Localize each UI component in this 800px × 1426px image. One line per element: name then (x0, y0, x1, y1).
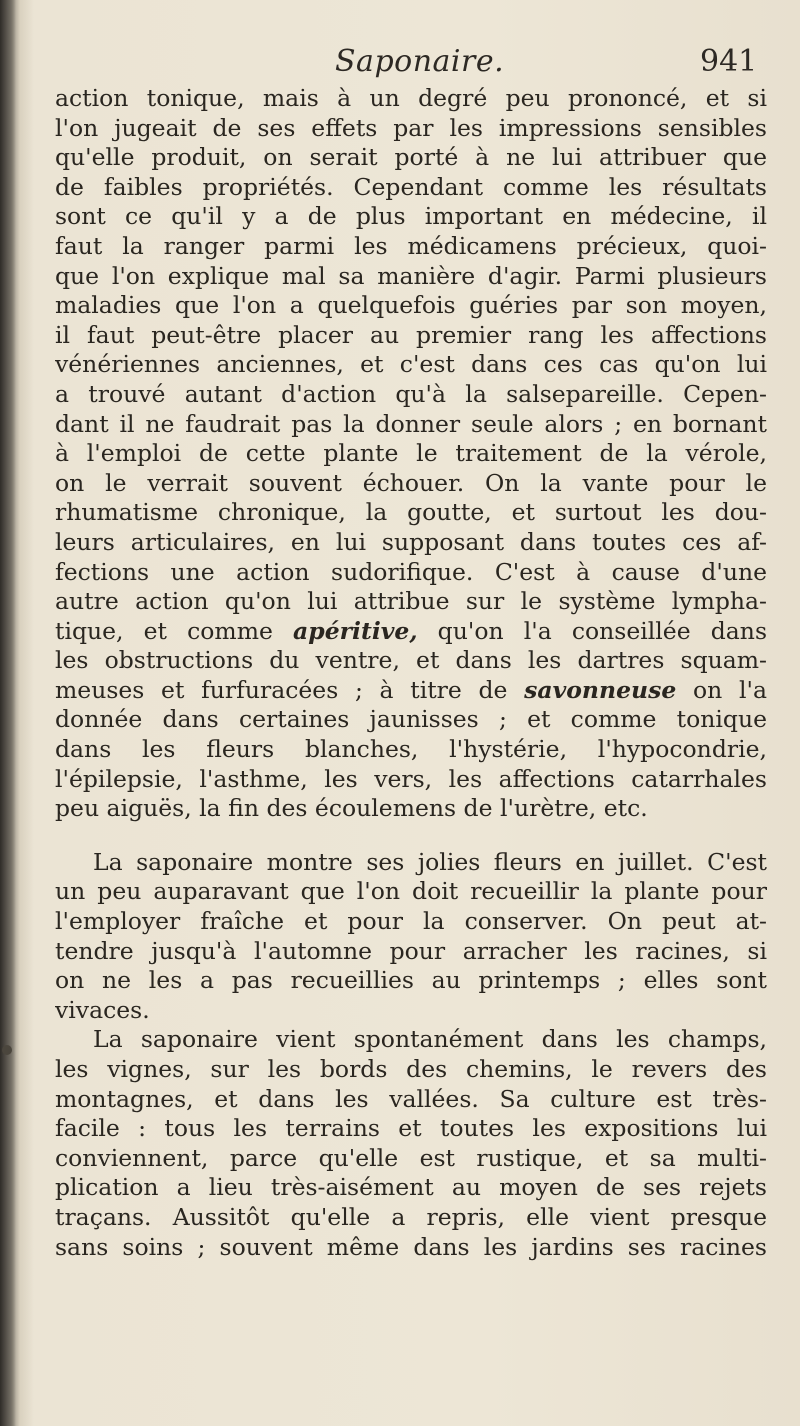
text-line: facile : tous les terrains et toutes les expositions lui (55, 1114, 767, 1143)
text-line: maladies que l'on a quelquefois guéries par son moyen, (55, 291, 767, 320)
text-line: qu'elle produit, on serait porté à ne lui attribuer que (55, 143, 767, 172)
ink-stain (2, 1045, 12, 1055)
text-line: fections une action sudorifique. C'est à cause d'une (55, 557, 767, 586)
text-line: tendre jusqu'à l'automne pour arracher les racines, si (55, 936, 767, 965)
text-line: l'on jugeait de ses effets par les impressions sensibles (55, 113, 767, 142)
text-line: dans les fleurs blanches, l'hystérie, l'hypocondrie, (55, 735, 767, 764)
paragraph-2 (55, 848, 767, 1026)
text-line: autre action qu'on lui attribue sur le système lympha- (55, 587, 767, 616)
text-line: l'épilepsie, l'asthme, les vers, les affections catarrhales (55, 764, 767, 793)
text-run: on l'a (676, 675, 767, 704)
text-line-with-emphasis (55, 676, 767, 706)
text-line: sont ce qu'il y a de plus important en médecine, il (55, 202, 767, 231)
paragraph-3 (55, 1025, 767, 1262)
page-number: 941 (700, 44, 758, 79)
paragraph-1 (55, 84, 767, 824)
text-line: donnée dans certaines jaunisses ; et comme tonique (55, 705, 767, 734)
text-line: il faut peut-être placer au premier rang les affections (55, 320, 767, 349)
text-line: plication a lieu très-aisément au moyen de ses rejets (55, 1173, 767, 1202)
page-header (0, 44, 800, 84)
text-line: La saponaire montre ses jolies fleurs en juillet. C'est (93, 847, 767, 876)
text-line: les vignes, sur les bords des chemins, le revers des (55, 1055, 767, 1083)
text-line: rhumatisme chronique, la goutte, et surtout les dou- (55, 498, 767, 527)
text-run: meuses et furfuracées ; à titre de (55, 675, 525, 704)
text-line: on le verrait souvent échouer. On la vante pour le (55, 468, 767, 497)
paragraph-gap (55, 824, 767, 848)
text-line: leurs articulaires, en lui supposant dans toutes ces af- (55, 527, 767, 556)
text-line: on ne les a pas recueillies au printemps ; elles sont (55, 966, 767, 995)
text-run: tique, et comme (55, 616, 294, 645)
text-line: à l'emploi de cette plante le traitement de la vérole, (55, 439, 767, 468)
text-line: La saponaire vient spontanément dans les champs, (93, 1025, 767, 1054)
text-line: montagnes, et dans les vallées. Sa culture est très- (55, 1084, 767, 1113)
text-line: faut la ranger parmi les médicamens précieux, quoi- (55, 231, 767, 260)
text-line: sans soins ; souvent même dans les jardins ses racines (55, 1232, 767, 1261)
text-line: conviennent, parce qu'elle est rustique, et sa multi- (55, 1143, 767, 1172)
text-line: que l'on explique mal sa manière d'agir. Parmi plusieurs (55, 261, 767, 290)
text-line-with-emphasis (55, 617, 767, 647)
text-run: qu'on l'a conseillée dans (417, 616, 767, 645)
text-line: vivaces. (55, 995, 150, 1024)
text-line: de faibles propriétés. Cependant comme les résultats (55, 172, 767, 201)
text-line: peu aiguës, la fin des écoulemens de l'urètre, etc. (55, 794, 648, 823)
text-line: vénériennes anciennes, et c'est dans ces cas qu'on lui (55, 350, 767, 379)
emphasized-word: apéritive, (293, 616, 418, 645)
running-title: Saponaire. (335, 44, 505, 79)
book-binding-edge (0, 0, 16, 1426)
body-text (55, 84, 767, 1262)
text-line: action tonique, mais à un degré peu prononcé, et si (55, 84, 767, 112)
text-line: l'employer fraîche et pour la conserver. On peut at- (55, 907, 767, 936)
emphasized-word: savonneuse (524, 675, 677, 704)
text-line: dant il ne faudrait pas la donner seule alors ; en bornant (55, 409, 767, 438)
text-line: a trouvé autant d'action qu'à la salsepareille. Cepen- (55, 379, 767, 408)
text-line: un peu auparavant que l'on doit recueillir la plante pour (55, 877, 767, 906)
text-line: les obstructions du ventre, et dans les dartres squam- (55, 646, 767, 675)
text-line: traçans. Aussitôt qu'elle a repris, elle vient presque (55, 1202, 767, 1231)
